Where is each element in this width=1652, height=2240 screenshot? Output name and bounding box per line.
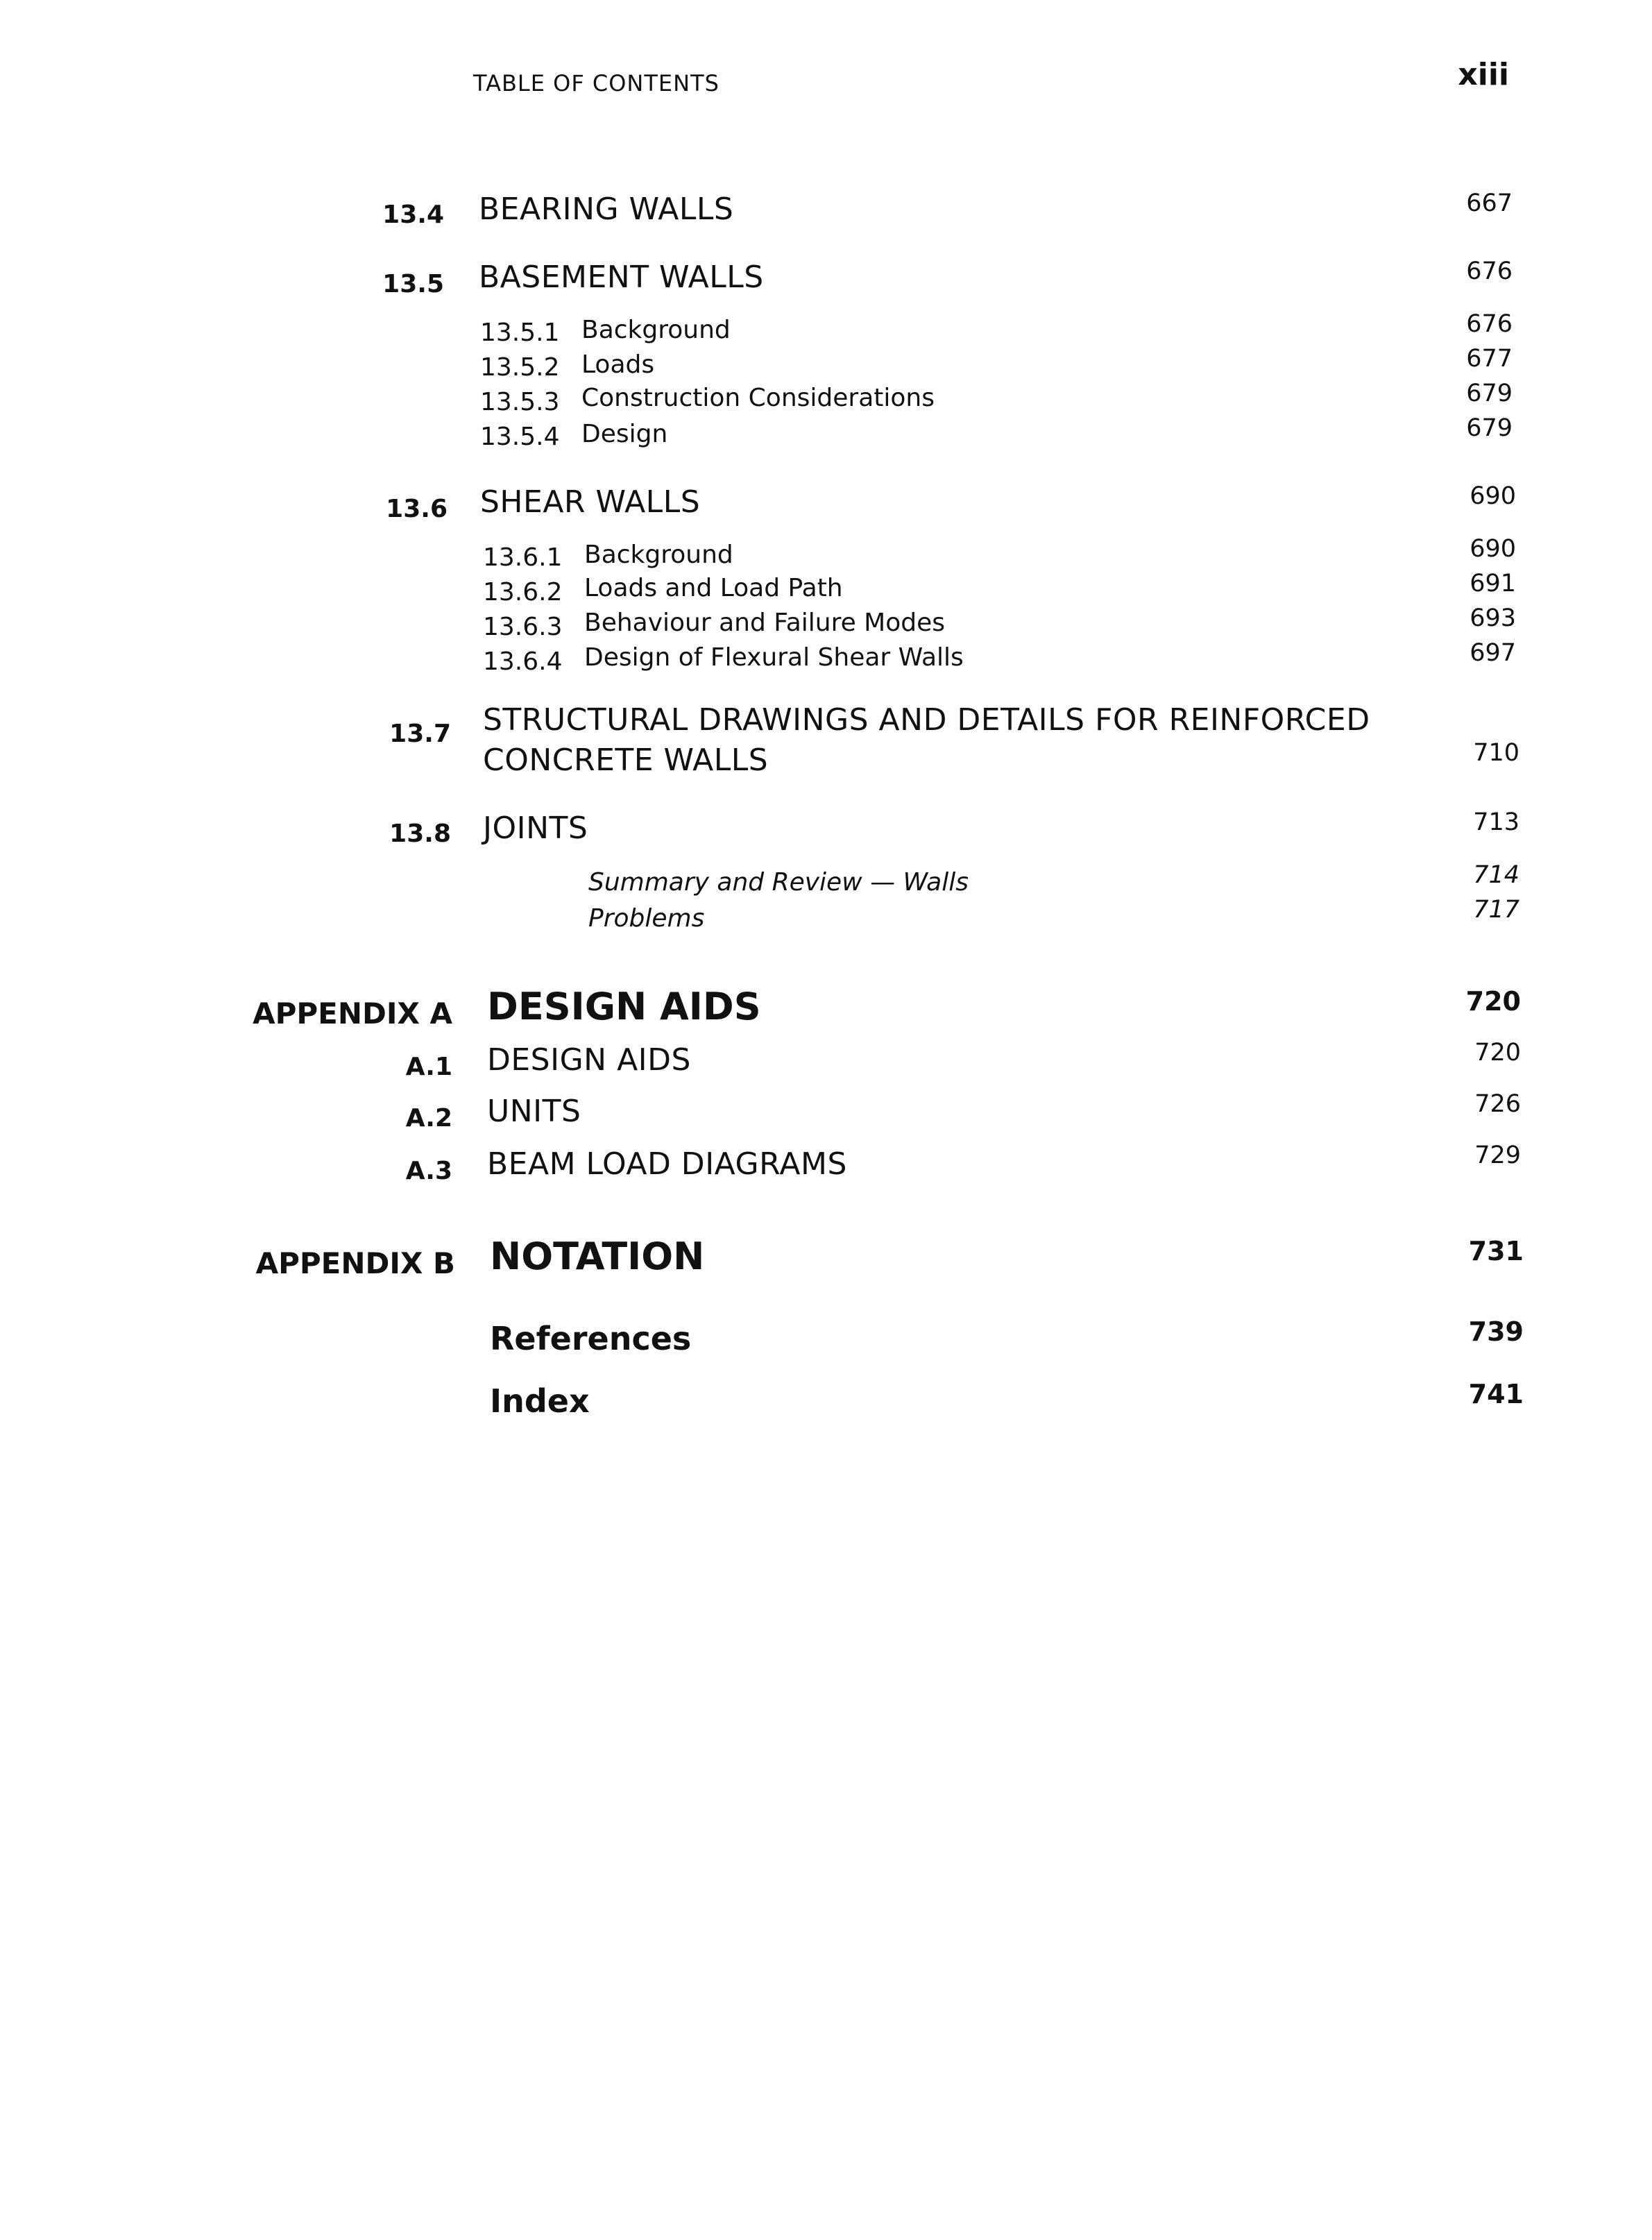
section-page: 667 (1466, 189, 1513, 217)
subsection-page: 690 (1470, 535, 1516, 563)
subsection-page: 693 (1470, 604, 1516, 632)
appendix-page: 731 (1468, 1236, 1524, 1266)
appendix-page: 720 (1465, 986, 1521, 1017)
subsection-title: Behaviour and Failure Modes (584, 609, 946, 637)
problems-title: Problems (588, 904, 705, 933)
appendix-title: NOTATION (490, 1234, 705, 1278)
subsection-number: 13.6.3 (483, 613, 563, 641)
subsection-title: Loads (581, 350, 655, 379)
appendix-item-title: UNITS (487, 1094, 581, 1129)
appendix-item-title: DESIGN AIDS (487, 1042, 691, 1078)
problems-page: 717 (1473, 896, 1519, 924)
subsection-number: 13.5.3 (480, 388, 560, 416)
subsection-page: 676 (1466, 310, 1513, 338)
index-page: 741 (1468, 1379, 1524, 1409)
appendix-label: APPENDIX B (255, 1246, 455, 1280)
section-number: 13.4 (382, 201, 444, 229)
appendix-item-page: 720 (1474, 1039, 1521, 1067)
subsection-title: Background (581, 316, 731, 344)
appendix-label: APPENDIX A (253, 996, 452, 1030)
subsection-number: 13.6.1 (483, 543, 563, 572)
appendix-item-number: A.2 (405, 1104, 452, 1132)
subsection-page: 691 (1470, 570, 1516, 597)
appendix-title: DESIGN AIDS (487, 985, 761, 1028)
subsection-title: Construction Considerations (581, 384, 935, 412)
summary-page: 714 (1473, 861, 1519, 889)
subsection-title: Background (584, 541, 733, 569)
section-title: JOINTS (483, 811, 588, 846)
page-number: xiii (1458, 57, 1509, 92)
section-page: 690 (1470, 482, 1516, 510)
references-page: 739 (1468, 1316, 1524, 1347)
section-title-line2: CONCRETE WALLS (483, 743, 769, 778)
running-header-title: TABLE OF CONTENTS (473, 70, 719, 96)
subsection-title: Design (581, 420, 668, 448)
section-number: 13.8 (389, 820, 451, 848)
subsection-page: 679 (1466, 380, 1513, 407)
subsection-page: 697 (1470, 639, 1516, 667)
appendix-item-page: 726 (1474, 1090, 1521, 1118)
appendix-item-number: A.3 (405, 1157, 452, 1185)
section-page: 676 (1466, 257, 1513, 285)
summary-title: Summary and Review — Walls (588, 868, 969, 897)
section-title-line1: STRUCTURAL DRAWINGS AND DETAILS FOR REINFORCED (483, 702, 1370, 738)
references-title: References (490, 1320, 692, 1357)
appendix-item-title: BEAM LOAD DIAGRAMS (487, 1146, 847, 1182)
section-number: 13.5 (382, 270, 444, 298)
section-title: BEARING WALLS (479, 192, 734, 227)
appendix-item-page: 729 (1474, 1142, 1521, 1169)
subsection-page: 679 (1466, 414, 1513, 442)
section-page: 710 (1473, 739, 1519, 767)
subsection-number: 13.6.4 (483, 647, 563, 676)
section-number: 13.7 (389, 720, 451, 748)
subsection-number: 13.5.1 (480, 319, 560, 347)
subsection-title: Loads and Load Path (584, 574, 843, 602)
appendix-item-number: A.1 (405, 1053, 452, 1081)
subsection-page: 677 (1466, 345, 1513, 373)
subsection-number: 13.5.2 (480, 353, 560, 382)
subsection-number: 13.6.2 (483, 578, 563, 606)
section-number: 13.6 (386, 495, 448, 523)
index-title: Index (490, 1382, 590, 1420)
section-title: BASEMENT WALLS (479, 260, 764, 295)
section-title: SHEAR WALLS (480, 484, 701, 520)
subsection-title: Design of Flexural Shear Walls (584, 643, 964, 672)
subsection-number: 13.5.4 (480, 423, 560, 451)
section-page: 713 (1473, 808, 1519, 836)
